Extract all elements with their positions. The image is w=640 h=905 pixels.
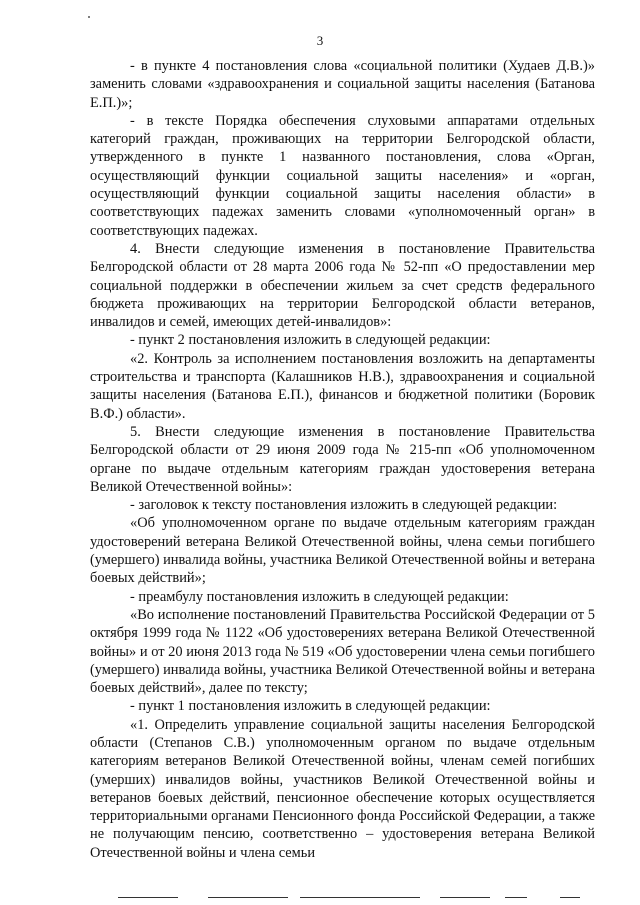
paragraph-item-2-text: «2. Контроль за исполнением постановления возложить на департаменты строительства и транспорта (Калашников Н.В.), здравоохранения и социальной защиты населения (Батанова Е.П.), финансов и бюджетной политики (Боровик В.Ф.) области». xyxy=(90,350,595,422)
scan-speck xyxy=(88,16,90,18)
paragraph-amend-item-4: - в пункте 4 постановления слова «социальной политики (Худаев Д.В.)» заменить словами «здравоохранения и социальной защиты населения (Батанова Е.П.)»; xyxy=(90,58,595,111)
scan-edge-line xyxy=(505,897,527,898)
paragraph-item-1-intro: - пункт 1 постановления изложить в следующей редакции: xyxy=(130,698,491,715)
paragraph-item-1-text: «1. Определить управление социальной защиты населения Белгородской области (Степанов С.В.) уполномоченным органом по выдаче отдельным категориям ветеранов Великой Отечественной войны, членам семей погибших (умерших) инвалидов войны, участников Великой Отечественной войны и ветеранов боевых действий, пенсионное обеспечение которых осуществляется территориальными органами Пенсионного фонда Российской Федерации, а также не получающим пенсию, соответственно – удостоверения ветерана Великой Отечественной войны и члена семьи xyxy=(90,716,595,861)
paragraph-preamble-text: «Во исполнение постановлений Правительства Российской Федерации от 5 октября 1999 года № 1122 «Об удостоверениях ветерана Великой Отечественной войны» и от 20 июня 2013 года № 519 «Об удостоверении члена семьи погибшего (умершего) инвалида войны, участника Великой Отечественной войны и ветерана боевых действий», далее по тексту; xyxy=(90,606,595,697)
paragraph-section-4: 4. Внести следующие изменения в постановление Правительства Белгородской области от 28 марта 2006 года № 52-пп «О предоставлении мер социальной поддержки в обеспечении жильем за счет средств федерального бюджета проживающих на территории Белгородской области ветеранов, инвалидов и семей, имеющих детей-инвалидов»: xyxy=(90,240,595,331)
paragraph-heading-text: «Об уполномоченном органе по выдаче отдельным категориям граждан удостоверений ветерана Великой Отечественной войны, члена семьи погибшего (умершего) инвалида войны, участника Великой Отечественной войны и ветерана боевых действий»; xyxy=(90,515,595,587)
scan-edge-line xyxy=(118,897,178,898)
scan-edge-line xyxy=(300,897,420,898)
page-number: 3 xyxy=(316,33,324,48)
scan-edge-line xyxy=(208,897,288,898)
paragraph-section-5: 5. Внести следующие изменения в постановление Правительства Белгородской области от 29 июня 2009 года № 215-пп «Об уполномоченном органе по выдаче отдельным категориям граждан удостоверения ветерана Великой Отечественной войны»: xyxy=(90,423,595,495)
paragraph-item-2-intro: - пункт 2 постановления изложить в следующей редакции: xyxy=(130,332,491,349)
paragraph-amend-procedure-text: - в тексте Порядка обеспечения слуховыми аппаратами отдельных категорий граждан, проживающих на территории Белгородской области, утвержденного в пункте 1 названного постановления, слова «Орган, осуществляющий функции социальной защиты населения» и «орган, осуществляющий функции социальной защиты населения области» в соответствующих падежах заменить словами «уполномоченный орган» в соответствующих падежах. xyxy=(90,112,595,239)
scan-edge-line xyxy=(560,897,580,898)
paragraph-preamble-intro: - преамбулу постановления изложить в следующей редакции: xyxy=(130,588,509,605)
scan-edge-line xyxy=(440,897,490,898)
paragraph-heading-intro: - заголовок к тексту постановления изложить в следующей редакции: xyxy=(130,497,558,514)
document-body xyxy=(90,57,595,862)
